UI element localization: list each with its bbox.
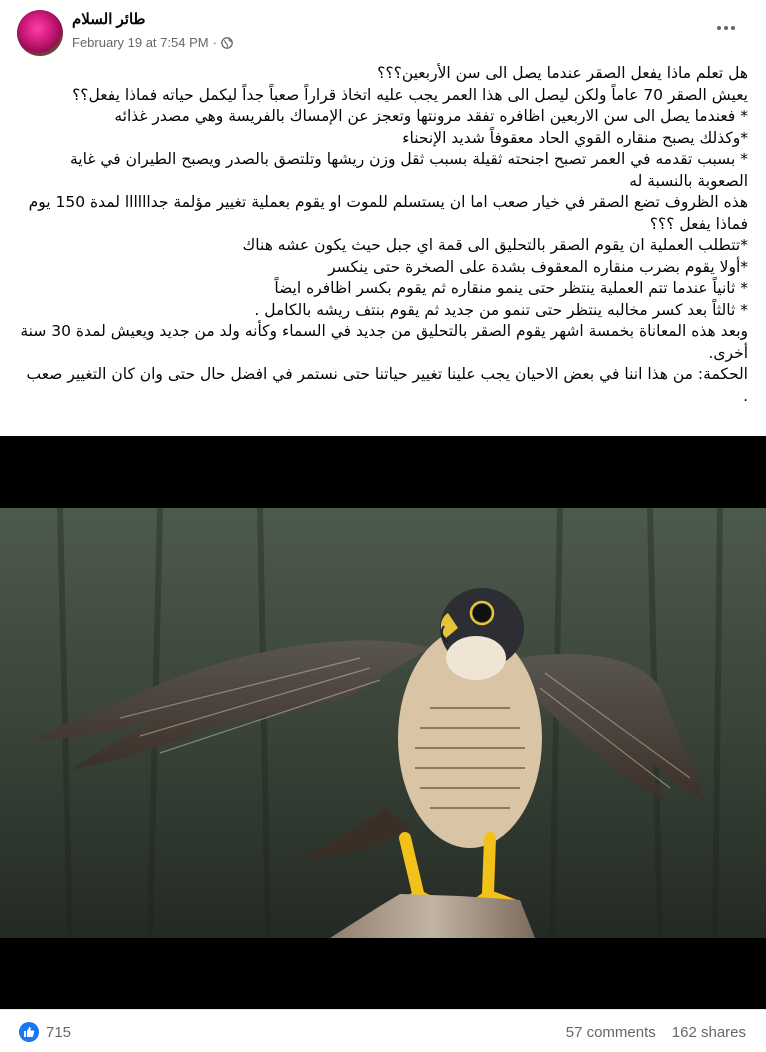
- post-line: يعيش الصقر 70 عاماً ولكن ليصل الى هذا العمر يجب عليه اتخاذ قراراً صعباً جداً ليكمل حياته فماذا يفعل؟؟: [72, 85, 748, 104]
- comments-link[interactable]: 57 comments: [565, 1024, 656, 1041]
- post-footer: [0, 1009, 766, 1052]
- post-line: هذه الظروف تضع الصقر في خيار صعب اما ان يستسلم للموت او يقوم بعملية تغيير مؤلمة جداااااا لمدة 150 يوم فماذا يفعل ؟؟؟: [28, 193, 748, 233]
- post-line: * ثالثاً بعد كسر مخالبه ينتظر حتى تنمو من جديد ثم يقوم بنتف ريشه بالكامل .: [254, 300, 748, 319]
- post-meta: [72, 35, 233, 50]
- post-line: * ثانياً عندما تتم العملية ينتظر حتى ينمو منقاره ثم يقوم بكسر اظافره ايضاً: [274, 279, 748, 297]
- post-line: * بسبب تقدمه في العمر تصبح اجنحته ثقيلة بسبب ثقل وزن ريشها وتلتصق بالصدر ويصبح الطيران في غاية الصعوبة بالنسبة له: [69, 150, 748, 190]
- post-line: وبعد هذه المعاناة بخمسة اشهر يقوم الصقر بالتحليق من جديد في السماء وكأنه ولد من جديد ويعيش لمدة 30 سنة أخرى.: [20, 322, 748, 362]
- post-line: *تتطلب العملية ان يقوم الصقر بالتحليق الى قمة اي جبل حيث يكون عشه هناك: [242, 236, 748, 254]
- more-options-icon[interactable]: [712, 18, 740, 38]
- avatar[interactable]: [17, 10, 63, 56]
- shares-link[interactable]: 162 shares: [671, 1024, 746, 1041]
- meta-separator: ·: [212, 35, 217, 50]
- post-header: [0, 0, 766, 62]
- post-line: *أولا يقوم بضرب منقاره المعقوف بشدة على الصخرة حتى ينكسر: [328, 257, 748, 276]
- post-line: *وكذلك يصبح منقاره القوي الحاد معقوفاً شديد الإنحناء: [402, 128, 748, 147]
- post-line: الحكمة: من هذا اننا في بعض الاحيان يجب علينا تغيير حياتنا حتى نستمر في افضل حال حتى وان كان التغيير صعب .: [26, 365, 748, 405]
- like-icon[interactable]: [19, 1022, 39, 1042]
- reaction-count[interactable]: 715: [46, 1024, 72, 1041]
- globe-icon: [221, 37, 233, 49]
- post-line: هل تعلم ماذا يفعل الصقر عندما يصل الى سن الأربعين؟؟؟: [377, 64, 748, 82]
- falcon-photo: [0, 508, 766, 938]
- post-text: [18, 63, 748, 407]
- engagement-stats: [566, 1024, 746, 1041]
- timestamp[interactable]: February 19 at 7:54 PM: [72, 35, 209, 50]
- post-photo[interactable]: [0, 436, 766, 1009]
- post-line: * فعندما يصل الى سن الاربعين اظافره تفقد مرونتها وتعجز عن الإمساك بالفريسة وهي مصدر غذائه: [114, 107, 748, 125]
- author-name[interactable]: طائر السلام: [72, 11, 146, 28]
